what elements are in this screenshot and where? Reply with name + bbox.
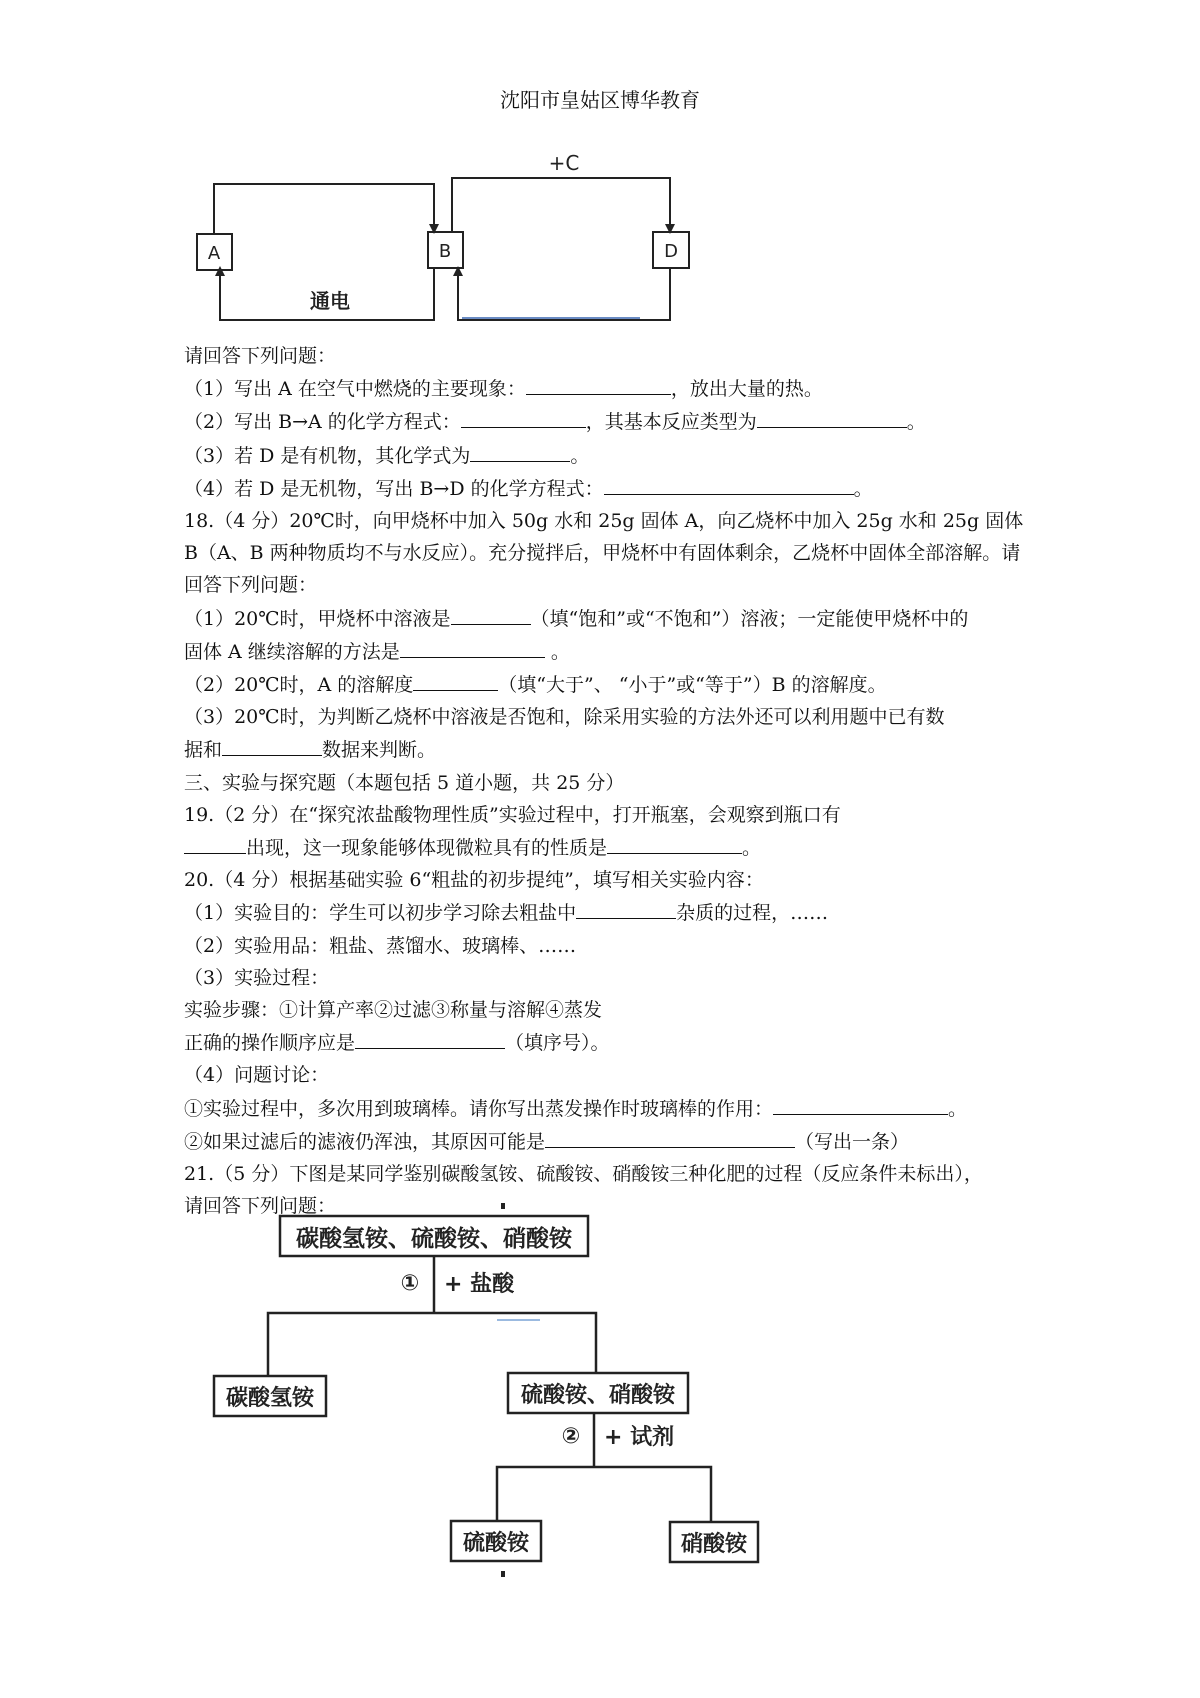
step-1-reagent: + 盐酸 [444, 1272, 515, 1297]
node-b-label: B [438, 241, 452, 262]
q18-1-cont: 固体 A 继续溶解的方法是 。 [184, 635, 1030, 668]
q17-1: （1）写出 A 在空气中燃烧的主要现象： ，放出大量的热。 [184, 372, 1030, 405]
q19-cont: 出现，这一现象能够体现微粒具有的性质是 。 [184, 831, 1030, 864]
label-electrolysis: 通电 [310, 289, 350, 313]
q20-4: （4）问题讨论： [184, 1064, 330, 1087]
label-plus-c: +C [548, 151, 580, 175]
q17-4: （4）若 D 是无机物，写出 B→D 的化学方程式： 。 [184, 472, 1030, 505]
q20-2: （2）实验用品：粗盐、蒸馏水、玻璃棒、…… [184, 934, 577, 957]
box-top-label: 碳酸氢铵、硫酸铵、硝酸铵 [296, 1226, 572, 1252]
q18-1: （1）20℃时，甲烧杯中溶液是 （填“饱和”或“不饱和”）溶液；一定能使甲烧杯中的 [184, 602, 1030, 635]
step-2-number: ② [561, 1424, 581, 1449]
q20-3: （3）实验过程： [184, 966, 330, 989]
q21-stem-cont: 请回答下列问题： [184, 1195, 337, 1218]
node-a-label: A [207, 243, 221, 264]
q21-stem: 21.（5 分）下图是某同学鉴别碳酸氢铵、硫酸铵、硝酸铵三种化肥的过程（反应条件未标出）， [184, 1163, 983, 1186]
q20-stem: 20.（4 分）根据基础实验 6“粗盐的初步提纯”，填写相关实验内容： [184, 869, 764, 892]
q20-steps: 实验步骤：①计算产率②过滤③称量与溶解④蒸发 [184, 999, 603, 1022]
q20-order: 正确的操作顺序应是 （填序号）。 [184, 1026, 1030, 1059]
q20-4-1: ①实验过程中，多次用到玻璃棒。请你写出蒸发操作时玻璃棒的作用： 。 [184, 1092, 1030, 1125]
section-3-title: 三、实验与探究题（本题包括 5 道小题，共 25 分） [184, 771, 625, 794]
q20-1: （1）实验目的：学生可以初步学习除去粗盐中 杂质的过程，…… [184, 896, 1030, 929]
q20-4-2: ②如果过滤后的滤液仍浑浊，其原因可能是 （写出一条） [184, 1125, 1030, 1158]
box-left-label: 碳酸氢铵 [225, 1386, 315, 1411]
box-right-label: 硫酸铵、硝酸铵 [520, 1383, 676, 1408]
q18-stem: 18.（4 分）20℃时，向甲烧杯中加入 50g 水和 25g 固体 A，向乙烧杯中加入 25g 水和 25g 固体 B（A、B 两种物质均不与水反应）。充分搅拌后，甲烧杯中有固体剩余，乙烧杯中固体全部溶解。请回答下列问题： [184, 510, 1024, 597]
node-d-label: D [664, 241, 678, 262]
q-intro: 请回答下列问题： [184, 345, 337, 367]
q18-3-cont: 据和 数据来判断。 [184, 733, 1030, 766]
bottom-left-label: 硫酸铵 [462, 1531, 530, 1556]
q17-2: （2）写出 B→A 的化学方程式： ，其基本反应类型为 。 [184, 405, 1030, 438]
q18-3: （3）20℃时，为判断乙烧杯中溶液是否饱和，除采用实验的方法外还可以利用题中已有数 [184, 706, 945, 729]
page-header: 沈阳市皇姑区博华教育 [500, 88, 700, 112]
q18-2: （2）20℃时，A 的溶解度 （填“大于”、 “小于”或“等于”）B 的溶解度。 [184, 668, 1030, 701]
step-2-reagent: + 试剂 [604, 1425, 675, 1450]
q17-3: （3）若 D 是有机物，其化学式为 。 [184, 439, 1030, 472]
step-1-number: ① [400, 1271, 420, 1296]
q19: 19.（2 分）在“探究浓盐酸物理性质”实验过程中，打开瓶塞，会观察到瓶口有 [184, 803, 841, 826]
bottom-right-label: 硝酸铵 [680, 1532, 748, 1557]
